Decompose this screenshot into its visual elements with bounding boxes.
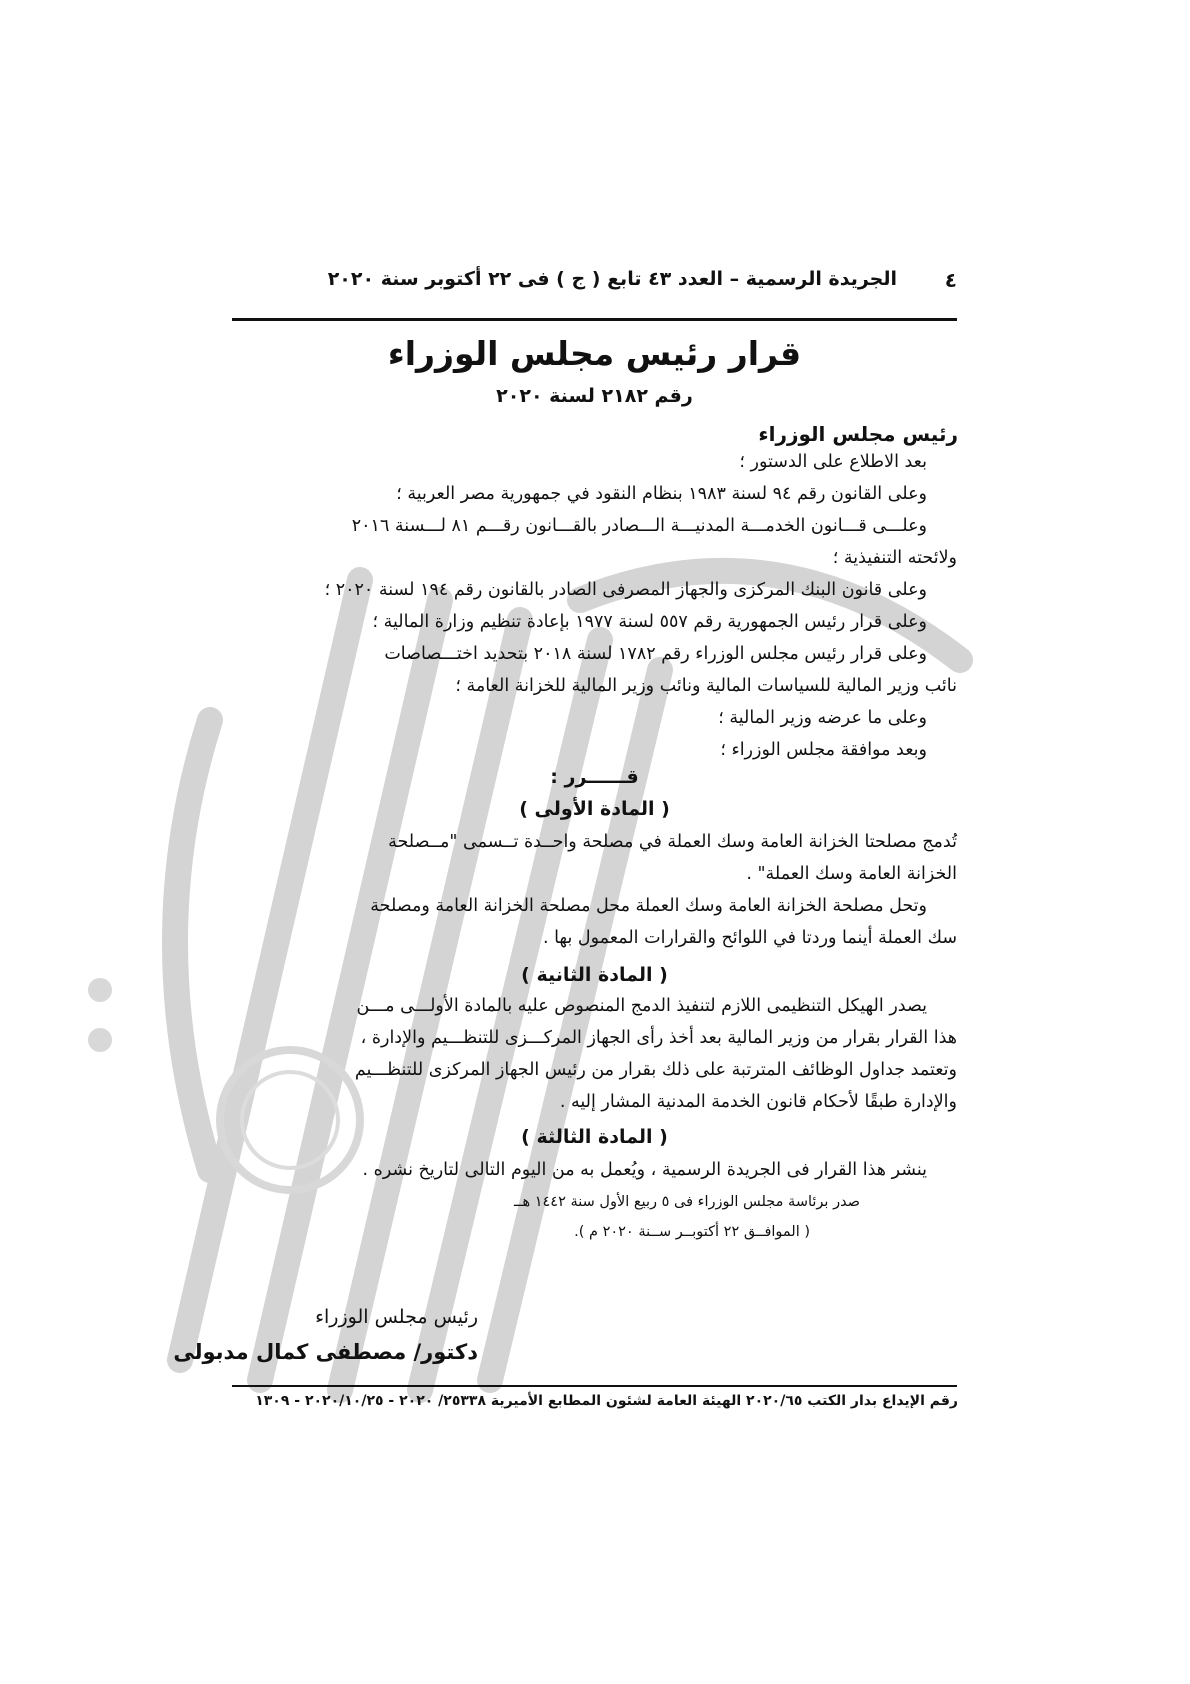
signatory-title: رئيس مجلس الوزراء bbox=[315, 1306, 478, 1328]
issued-hijri-date: صدر برئاسة مجلس الوزراء فى ٥ ربيع الأول سنة ١٤٤٢ هــ bbox=[513, 1194, 860, 1210]
article-line: الخزانة العامة وسك العملة" . bbox=[746, 864, 957, 884]
article-line: والإدارة طبقًا لأحكام قانون الخدمة المدنية المشار إليه . bbox=[559, 1092, 957, 1112]
preamble-line: وعلى ما عرضه وزير المالية ؛ bbox=[718, 708, 927, 728]
article-line: هذا القرار بقرار من وزير المالية بعد أخذ رأى الجهاز المركـــزى للتنظـــيم والإدارة ، bbox=[360, 1028, 957, 1048]
preamble-line: وعلى قرار رئيس مجلس الوزراء رقم ١٧٨٢ لسنة ٢٠١٨ بتحديد اختـــصاصات bbox=[384, 644, 927, 664]
decided-heading: قــــــرر : bbox=[550, 766, 639, 788]
decree-number: رقم ٢١٨٢ لسنة ٢٠٢٠ bbox=[496, 385, 693, 407]
preamble-line: وعلى قرار رئيس الجمهورية رقم ٥٥٧ لسنة ١٩٧٧ بإعادة تنظيم وزارة المالية ؛ bbox=[372, 612, 927, 632]
deposit-number-footer: رقم الإيداع بدار الكتب ٢٠٢٠/٦٥ الهيئة العامة لشئون المطابع الأميرية ٢٥٣٣٨/ ٢٠٢٠ - ٢٠٢٠/١٠/٢٥ - ١٣٠٩ bbox=[255, 1393, 958, 1409]
issued-gregorian-date: ( الموافــق ٢٢ أكتوبــر ســنة ٢٠٢٠ م ). bbox=[574, 1224, 810, 1240]
article-line: تُدمج مصلحتا الخزانة العامة وسك العملة في مصلحة واحــدة تــسمى "مــصلحة bbox=[388, 832, 957, 852]
decree-title: قرار رئيس مجلس الوزراء bbox=[387, 334, 802, 373]
gazette-header bbox=[232, 268, 957, 304]
article-line: ينشر هذا القرار فى الجريدة الرسمية ، ويُعمل به من اليوم التالى لتاريخ نشره . bbox=[362, 1160, 927, 1180]
preamble-line: وعلـــى قـــانون الخدمـــة المدنيـــة الـــصادر بالقـــانون رقـــم ٨١ لـــسنة ٢٠١٦ bbox=[351, 516, 927, 536]
gazette-issue-title: الجريدة الرسمية – العدد ٤٣ تابع ( ج ) فى ٢٢ أكتوبر سنة ٢٠٢٠ bbox=[327, 268, 897, 290]
decree-issuer: رئيس مجلس الوزراء bbox=[758, 422, 958, 446]
article-line: وتعتمد جداول الوظائف المترتبة على ذلك بقرار من رئيس الجهاز المركزى للتنظـــيم bbox=[354, 1060, 957, 1080]
article-3-heading: ( المادة الثالثة ) bbox=[521, 1126, 668, 1148]
preamble-line: نائب وزير المالية للسياسات المالية ونائب وزير المالية للخزانة العامة ؛ bbox=[455, 676, 957, 696]
page-number: ٤ bbox=[944, 268, 957, 292]
footer-divider bbox=[232, 1385, 957, 1387]
article-2-heading: ( المادة الثانية ) bbox=[521, 964, 668, 986]
article-1-heading: ( المادة الأولى ) bbox=[519, 798, 670, 820]
preamble-line: وبعد موافقة مجلس الوزراء ؛ bbox=[720, 740, 927, 760]
signatory-name: دكتور/ مصطفى كمال مدبولى bbox=[173, 1340, 478, 1364]
preamble-line: وعلى قانون البنك المركزى والجهاز المصرفى الصادر بالقانون رقم ١٩٤ لسنة ٢٠٢٠ ؛ bbox=[324, 580, 927, 600]
article-line: سك العملة أينما وردتا في اللوائح والقرارات المعمول بها . bbox=[542, 928, 957, 948]
header-divider bbox=[232, 318, 957, 321]
preamble bbox=[232, 452, 957, 752]
preamble-line: وعلى القانون رقم ٩٤ لسنة ١٩٨٣ بنظام النقود في جمهورية مصر العربية ؛ bbox=[396, 484, 927, 504]
preamble-line: ولائحته التنفيذية ؛ bbox=[832, 548, 957, 568]
article-line: يصدر الهيكل التنظيمى اللازم لتنفيذ الدمج المنصوص عليه بالمادة الأولـــى مـــن bbox=[356, 996, 927, 1016]
preamble-line: بعد الاطلاع على الدستور ؛ bbox=[739, 452, 927, 472]
article-line: وتحل مصلحة الخزانة العامة وسك العملة محل مصلحة الخزانة العامة ومصلحة bbox=[370, 896, 927, 916]
